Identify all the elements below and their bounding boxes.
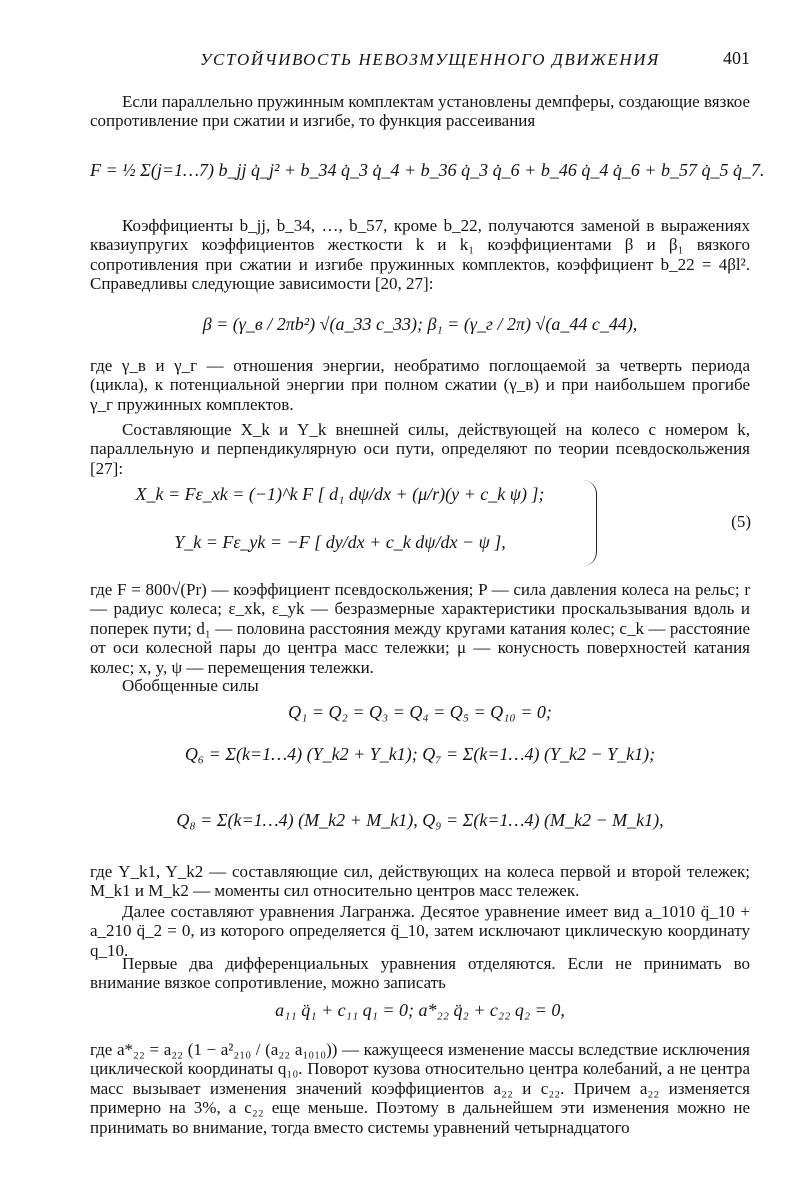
paragraph-coefficients: Коэффициенты b_jj, b_34, …, b_57, кроме b_22, получаются заменой в выражениях квазиупругих коэффициентов жесткости k и k₁ коэффициентами β и β₁ вязкого сопротивления при сжатии и изгибе пружинных комплектов, коэффициент b_22 = 4βl². Справедливы следующие зависимости [20, 27]: bbox=[90, 216, 750, 294]
equation-dissipation-function: F = ½ Σ(j=1…7) b_jj q̇_j² + b_34 q̇_3 q̇_4 + b_36 q̇_3 q̇_6 + b_46 q̇_4 q̇_6 + b_57 q̇_5 q̇_7. bbox=[90, 160, 765, 180]
equation-q6-q7: Q₆ = Σ(k=1…4) (Y_k2 + Y_k1); Q₇ = Σ(k=1…4) (Y_k2 − Y_k1); bbox=[184, 744, 656, 764]
equation-q8-q9: Q₈ = Σ(k=1…4) (M_k2 + M_k1), Q₉ = Σ(k=1…4) (M_k2 − M_k1), bbox=[176, 810, 664, 830]
paragraph-bogie-forces: где Y_k1, Y_k2 — составляющие сил, действующих на колеса первой и второй тележек; M_k1 и M_k2 — моменты сил относительно центров масс тележек. bbox=[90, 862, 750, 901]
equation-xk: X_k = Fε_xk = (−1)^k F [ d₁ dψ/dx + (μ/r)(y + c_k ψ) ]; bbox=[135, 484, 545, 504]
paragraph-lagrange: Далее составляют уравнения Лагранжа. Десятое уравнение имеет вид a_1010 q̈_10 + a_210 q̈_2 = 0, из которого определяется q̈_10, затем исключают циклическую координату q_10. bbox=[90, 902, 750, 960]
running-title: УСТОЙЧИВОСТЬ НЕВОЗМУЩЕННОГО ДВИЖЕНИЯ bbox=[200, 50, 660, 69]
system-brace bbox=[582, 480, 597, 566]
equation-decoupled: a₁₁ q̈₁ + c₁₁ q₁ = 0; a*₂₂ q̈₂ + c₂₂ q₂ = 0, bbox=[275, 1000, 565, 1020]
paragraph-apparent-mass: где a*₂₂ = a₂₂ (1 − a²₂₁₀ / (a₂₂ a₁₀₁₀)) — кажущееся изменение массы вследствие исключения циклической координаты q₁₀. Поворот кузова относительно центра колебаний, а не центра масс вызывает изменения значений коэффициентов a₂₂ и c₂₂. Причем a₂₂ изменяется примерно на 3%, а c₂₂ еще меньше. Поэтому в дальнейшем эти изменения можно не принимать во внимание, тогда вместо системы уравнений четырнадцатого bbox=[90, 1040, 750, 1137]
paragraph-damper-intro: Если параллельно пружинным комплектам установлены демпферы, создающие вязкое сопротивление при сжатии и изгибе, то функция рассеивания bbox=[90, 92, 750, 131]
paragraph-pseudoslip: где F = 800√(Pr) — коэффициент псевдоскольжения; P — сила давления колеса на рельс; r — радиус колеса; ε_xk, ε_yk — безразмерные характеристики проскальзывания вдоль и поперек пути; d₁ — половина расстояния между кругами катания колес; c_k — расстояние от оси колесной пары до центра масс тележки; μ — конусность поверхностей катания колес; x, y, ψ — перемещения тележки. bbox=[90, 580, 750, 677]
paragraph-generalized-forces: Обобщенные силы bbox=[122, 676, 259, 695]
page-number: 401 bbox=[723, 48, 750, 68]
paragraph-separation: Первые два дифференциальных уравнения отделяются. Если не принимать во внимание вязкое сопротивление, можно записать bbox=[90, 954, 750, 993]
equation-yk: Y_k = Fε_yk = −F [ dy/dx + c_k dψ/dx − ψ ], bbox=[174, 532, 506, 552]
equation-q-zero: Q₁ = Q₂ = Q₃ = Q₄ = Q₅ = Q₁₀ = 0; bbox=[288, 702, 552, 722]
page-header bbox=[90, 46, 750, 76]
equation-beta: β = (γ_в / 2πb²) √(a_33 c_33); β₁ = (γ_г / 2π) √(a_44 c_44), bbox=[202, 314, 638, 334]
equation-number: (5) bbox=[731, 512, 751, 531]
paragraph-energy-ratio: где γ_в и γ_г — отношения энергии, необратимо поглощаемой за четверть периода (цикла), к потенциальной энергии при полном сжатии (γ_в) и при наибольшем прогибе γ_г пружинных комплектов. bbox=[90, 356, 750, 414]
paragraph-force-components: Составляющие X_k и Y_k внешней силы, действующей на колесо с номером k, параллельную и перпендикулярную оси пути, определяют по теории псевдоскольжения [27]: bbox=[90, 420, 750, 478]
